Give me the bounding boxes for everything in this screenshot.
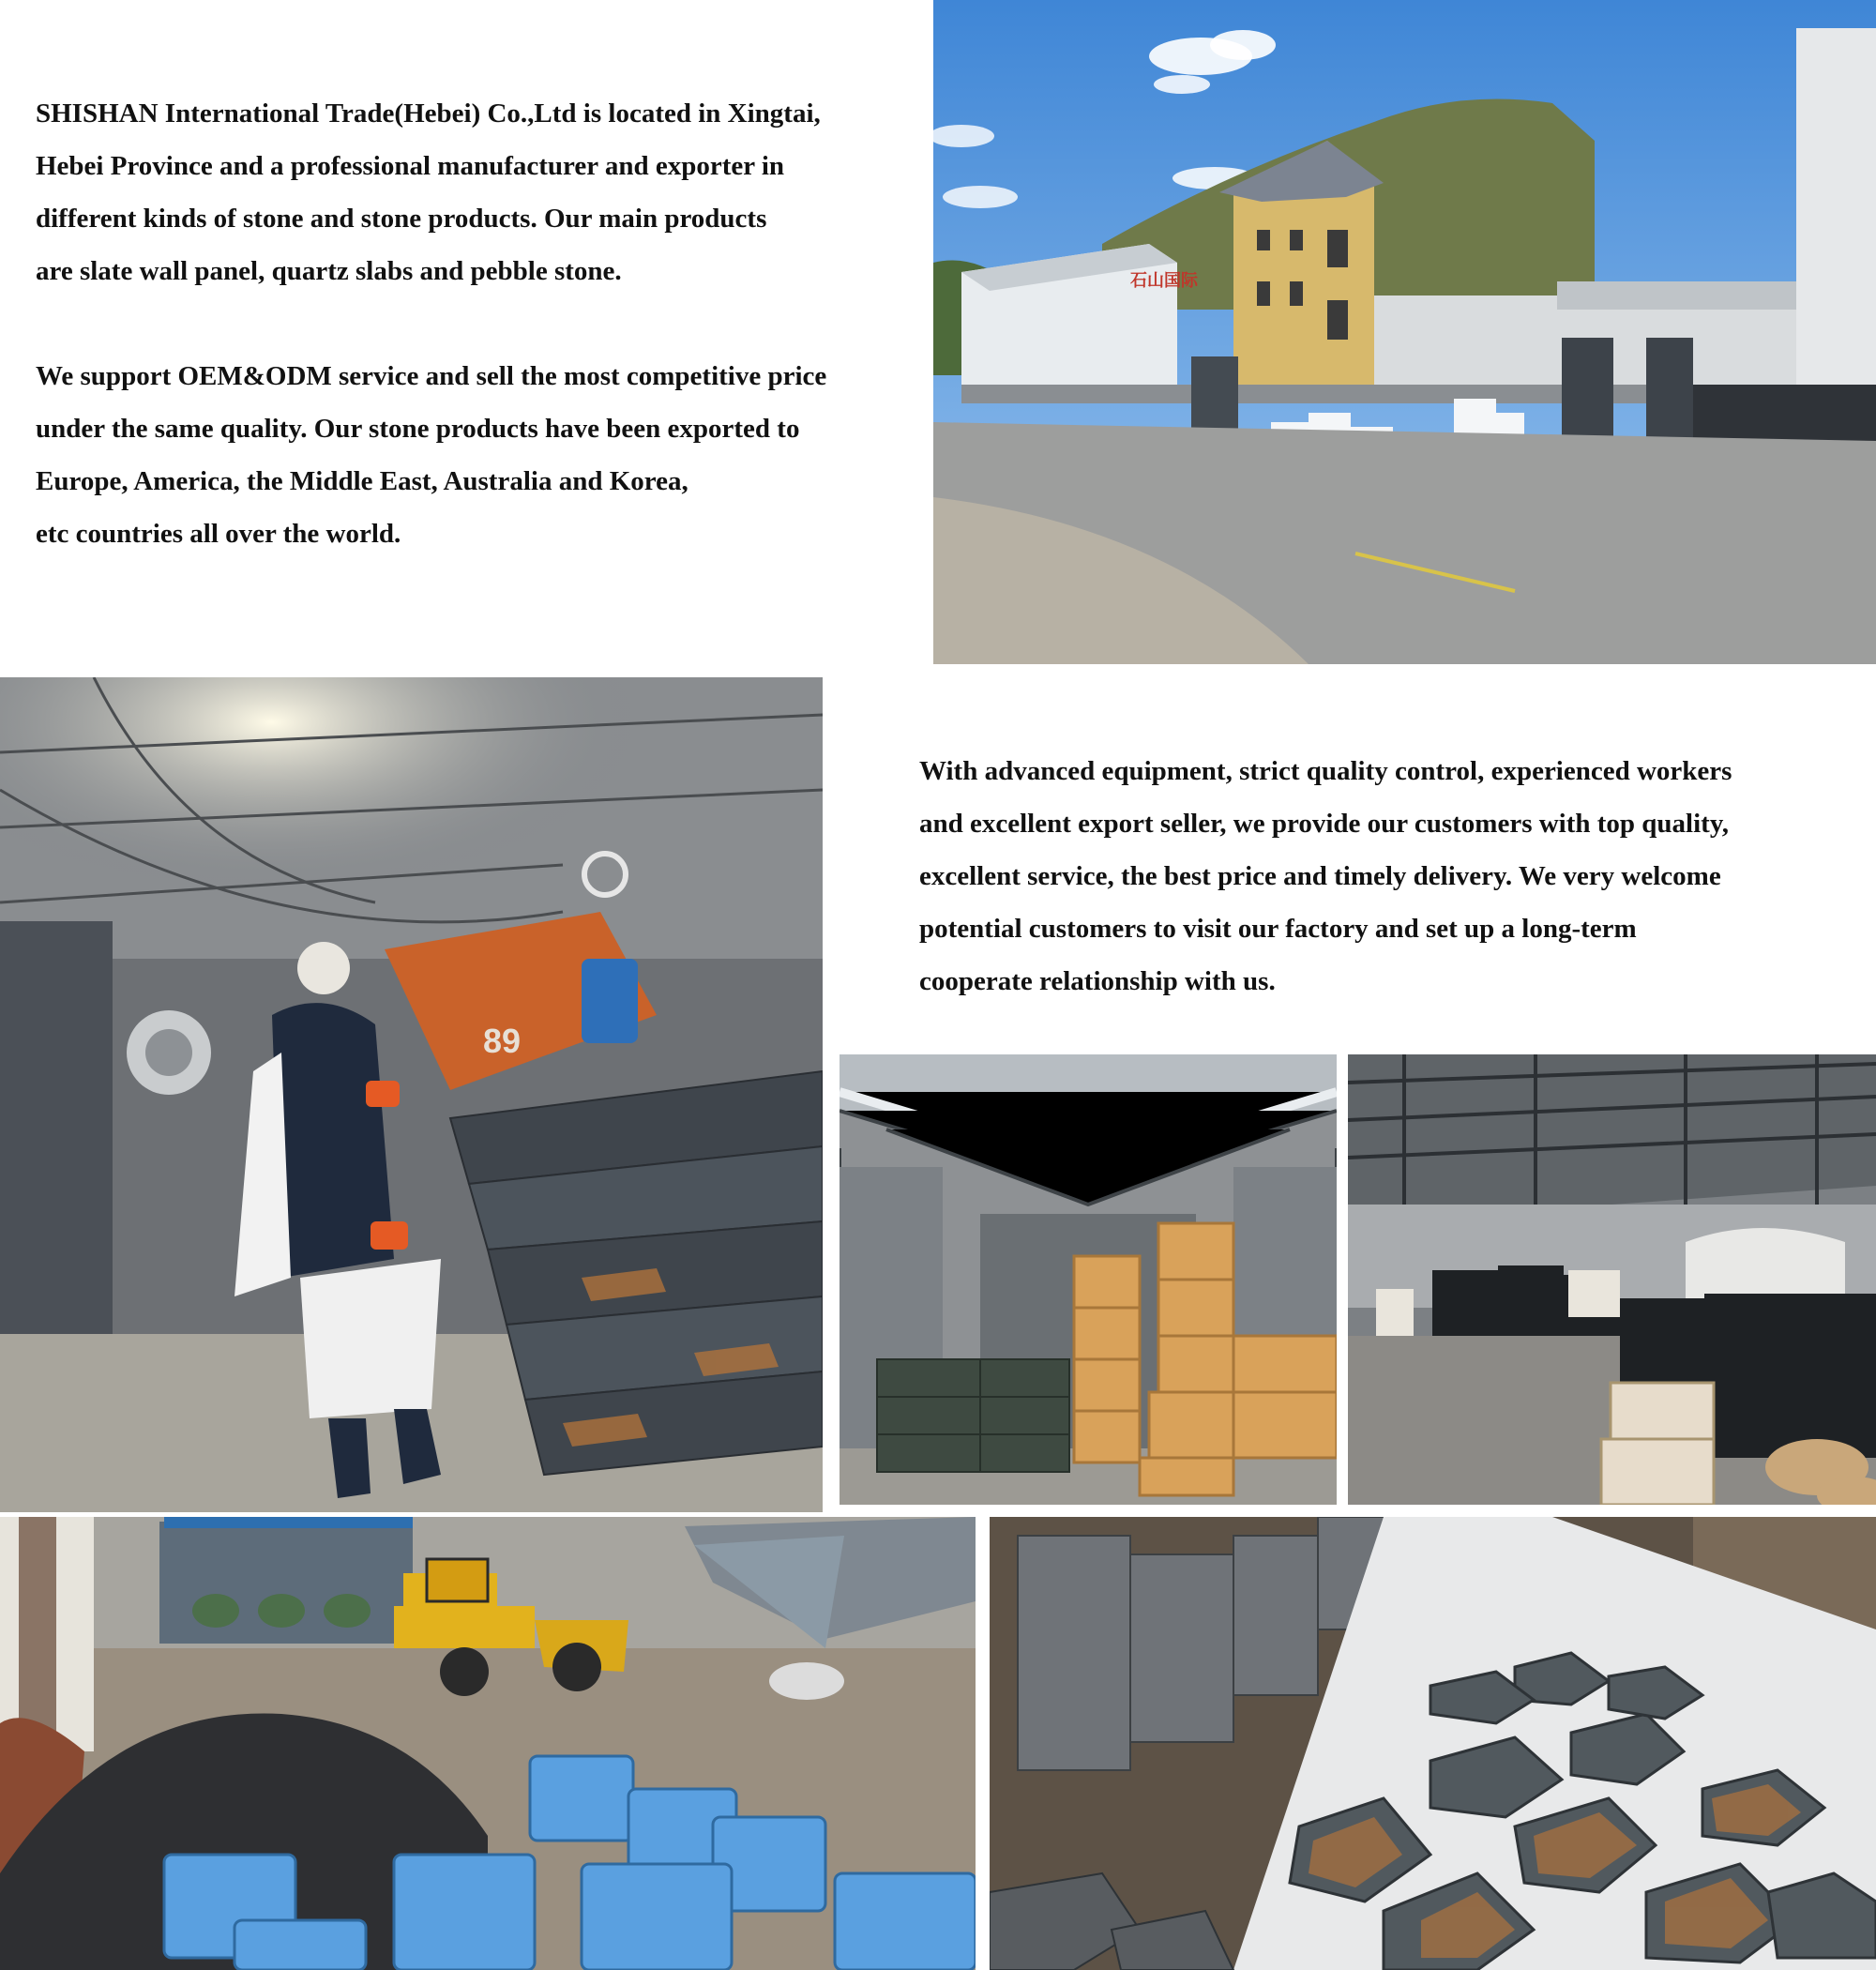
intro-line: SHISHAN International Trade(Hebei) Co.,Ltd is located in Xingtai, — [36, 98, 821, 129]
advantages-line: With advanced equipment, strict quality control, experienced workers — [919, 756, 1732, 786]
advantages-line: and excellent export seller, we provide our customers with top quality, — [919, 809, 1729, 839]
warehouse-bags-photo — [1348, 1054, 1876, 1505]
factory-sign-text: 石山国际 — [1130, 271, 1198, 291]
intro-text — [36, 87, 927, 560]
advantages-line: excellent service, the best price and timely delivery. We very welcome — [919, 861, 1721, 891]
machine-number-label: 89 — [483, 1022, 522, 1060]
intro-line: Hebei Province and a professional manufacturer and exporter in — [36, 151, 785, 181]
service-line: We support OEM&ODM service and sell the most competitive price — [36, 361, 827, 391]
intro-line: are slate wall panel, quartz slabs and pebble stone. — [36, 256, 622, 286]
intro-line: different kinds of stone and stone products. Our main products — [36, 204, 767, 234]
warehouse-crates-photo — [840, 1054, 1337, 1505]
advantages-line: cooperate relationship with us. — [919, 966, 1276, 996]
factory-exterior-photo — [933, 0, 1876, 664]
advantages-text — [919, 745, 1867, 1008]
pebble-yard-loader-photo — [0, 1517, 976, 1970]
worker-cutting-stone-photo — [0, 677, 823, 1512]
advantages-line: potential customers to visit our factory and set up a long-term — [919, 914, 1637, 944]
service-line: under the same quality. Our stone products have been exported to — [36, 414, 800, 444]
slate-flagstone-table-photo — [990, 1517, 1876, 1970]
service-line: Europe, America, the Middle East, Australia and Korea, — [36, 466, 688, 496]
service-line: etc countries all over the world. — [36, 519, 401, 549]
